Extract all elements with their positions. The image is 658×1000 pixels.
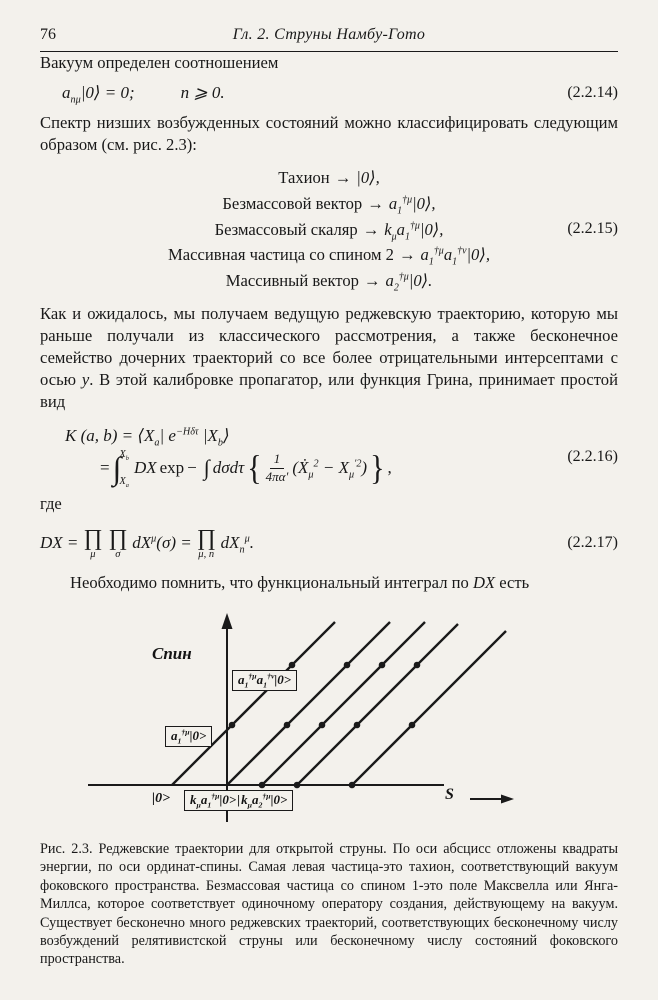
state-ket: $a_1^{\dagger\mu}|0⟩$, (388, 193, 436, 217)
minus-sign: − (187, 458, 197, 478)
equation-number-2-2-16: (2.2.16) (567, 447, 618, 465)
arrow-icon: → (362, 219, 380, 239)
state-name: Массивная частица со спином 2 (168, 245, 394, 265)
product-over-mu-n (197, 526, 216, 561)
lagrangian-term: (Ẋ$_\mu^2$ − $X_\mu^{'2}$) (292, 458, 368, 481)
product-sign: ∏ (196, 525, 216, 551)
state-ket: $a_2^{\dagger\mu}|0⟩$. (385, 271, 433, 294)
state-name: Тахион (278, 168, 330, 188)
product-sign: ∏ (83, 525, 103, 551)
figure-s-axis-label: S (445, 785, 454, 803)
spectrum-line-massless-scalar (40, 217, 618, 243)
equation-number-2-2-14: (2.2.14) (567, 84, 618, 102)
figure-ground-states-label (184, 790, 293, 811)
state-name: Безмассовый скаляр (214, 219, 358, 239)
figure-spin2-state-label: $a_1^{\dagger\mu}a_1^{\dagger\nu}|0>$ (232, 670, 297, 691)
path-integral (112, 449, 131, 490)
integral-lower-limit: $X_a$ (119, 476, 129, 490)
integral-sign: ∫ (203, 455, 210, 481)
page-number: 76 (40, 26, 56, 43)
integral-limits (119, 449, 129, 490)
eq16-line2 (100, 448, 618, 490)
spectrum-line-tachyon (40, 165, 618, 191)
state-ket: $a_1^{\dagger\mu}a_1^{\dagger\nu}|0⟩$, (420, 245, 490, 268)
figure-caption-label: Рис. 2.3. (40, 840, 93, 857)
state-name: Безмассовой вектор (222, 193, 363, 213)
right-brace: } (370, 448, 385, 488)
spectrum-line-massless-vector (40, 191, 618, 217)
paragraph-spectrum-intro: Спектр низших возбужденных состояний можно классифицировать следующим образом (см. рис. 2.3): (40, 113, 618, 155)
integral-sign: ∫ (112, 449, 122, 486)
s-axis-arrowhead (501, 794, 514, 803)
product-over-mu (83, 526, 102, 561)
figure-tachyon-state-label: |0> (152, 790, 171, 806)
arrow-icon: → (398, 245, 416, 265)
state-name: Массивный вектор (225, 271, 359, 291)
spectrum-line-massive-spin2 (40, 242, 618, 268)
dx-mu-sigma: $dX^\mu(\sigma)$ = (132, 533, 192, 553)
sigma-tau-measure: dσdτ (212, 458, 245, 478)
paragraph-functional-note: Необходимо помнить, что функциональный интеграл по DX есть (70, 572, 530, 592)
equation-2-2-17 (40, 526, 618, 561)
arrow-icon: → (367, 193, 384, 213)
figure-2-3 (82, 610, 522, 830)
fraction (266, 452, 289, 485)
equation-number-2-2-15: (2.2.15) (567, 220, 618, 238)
measure-dx: DX (133, 458, 157, 478)
paragraph-vacuum-intro: Вакуум определен соотношением (40, 53, 279, 72)
state-ket: $k_\mu a_1^{\dagger\mu}|0⟩$, (384, 219, 444, 242)
integral-upper-limit: $X_b$ (119, 449, 129, 463)
exp-operator: exp (159, 458, 185, 478)
page-header (40, 26, 618, 48)
fraction-denominator: 4πα′ (265, 468, 289, 484)
dx-mu-n: $dX_n^\mu$. (220, 533, 255, 556)
fraction-numerator: 1 (270, 452, 285, 469)
left-brace: { (247, 448, 262, 488)
figure-caption (40, 840, 618, 969)
product-index: μ (90, 549, 96, 561)
equation-2-2-15 (40, 165, 618, 294)
regge-trajectories-plot (82, 610, 522, 830)
paragraph-where: где (40, 494, 62, 514)
eq14-condition: n ⩾ 0. (180, 83, 225, 103)
product-over-sigma (108, 526, 127, 561)
figure-caption-text: Реджевские траектории для открытой струны. По оси абсцисс отложены квадраты энергии, по оси ординат-спины. Самая левая частица-это тахион, соответствующий вакуум фоковского пространства. Безмассовая частица со спином 1-это поле Максвелла или Янга-Миллса, которое соответствует одиночному оператору создания, действующему на вакуум. Существует бесконечно много реджевских траекторий, соответствующих бесконечному числу возбуждений релятивистской струны или бесконечному числу состояний фоковского пространства. (40, 840, 619, 968)
spectrum-line-massive-vector (40, 268, 618, 294)
arrow-icon: → (334, 168, 352, 188)
dx-definition-lead: DX = (40, 533, 79, 553)
equation-2-2-14 (62, 83, 618, 106)
equation-2-2-16 (40, 426, 618, 490)
trailing-comma: , (387, 458, 392, 478)
figure-scalar-state-label: $k_\mu a_1^{\dagger\mu}|0>$ (190, 791, 237, 810)
label-divider: | (237, 791, 241, 807)
product-sign: ∏ (108, 525, 128, 551)
product-index: σ (115, 549, 121, 561)
figure-spin1-state-label: $a_1^{\dagger\mu}|0>$ (165, 726, 212, 747)
y-axis-arrowhead (222, 613, 233, 629)
figure-spin-axis-label: Спин (152, 643, 192, 663)
eq16-line1 (65, 426, 618, 449)
product-index: μ, n (198, 549, 215, 561)
chapter-title: Гл. 2. Струны Намбу-Гото (232, 26, 426, 43)
eq14-relation: $a_{n\mu}|0⟩ = 0$; (62, 83, 135, 106)
equation-number-2-2-17: (2.2.17) (567, 534, 618, 552)
paragraph-regge: Как и ожидалось, мы получаем ведущую реджевскую траекторию, которую мы раньше получали из классического рассмотрения, а также бесконечное семейство дочерних траекторий со все более отрицательными интерсептами с осью y. В этой калибровке пропагатор, или функция Грина, принимает простой вид (40, 303, 618, 412)
regge-trajectory-lines (172, 622, 506, 785)
state-ket: |0⟩, (356, 168, 380, 188)
equals-sign: = (100, 458, 110, 478)
greens-function-definition: K (a, $b) = ⟨X_a|$ $e^{-H\delta\tau}$ $|X_b⟩$ (65, 426, 230, 449)
figure-massive-vector-state-label: $k_\mu a_2^{\dagger\mu}|0>$ (241, 791, 288, 810)
arrow-icon: → (363, 271, 381, 291)
